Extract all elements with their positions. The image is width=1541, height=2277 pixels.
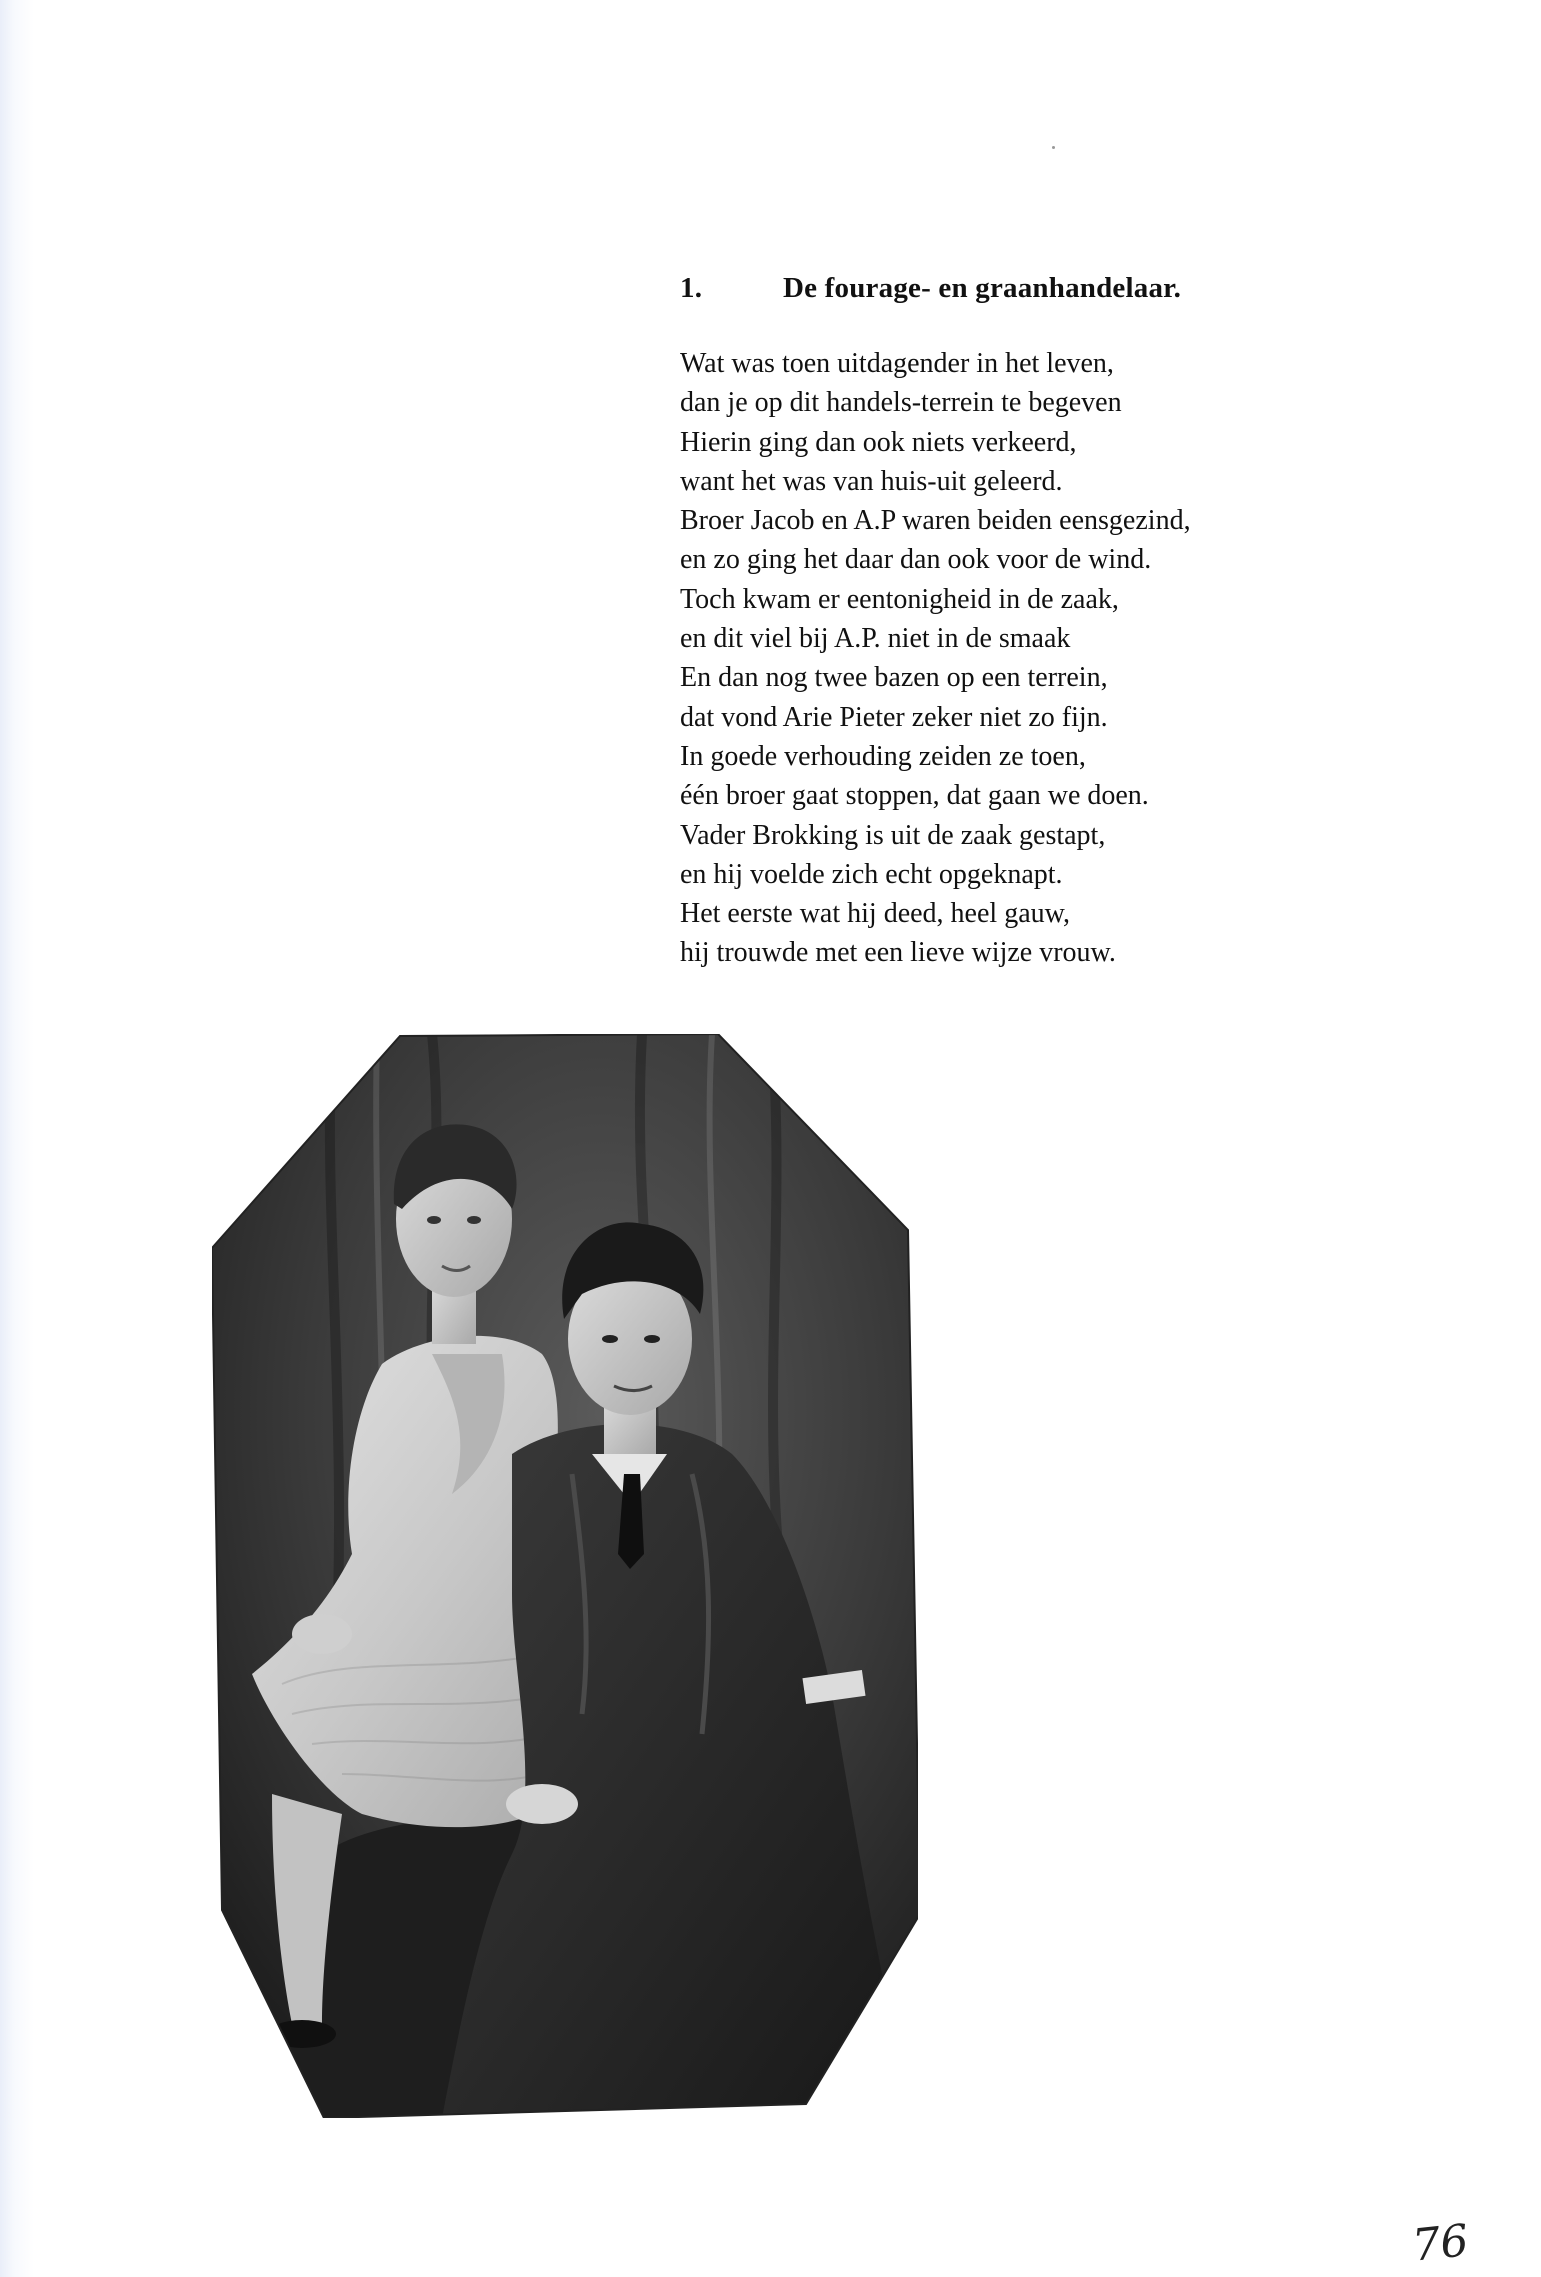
page-number: 76 [1409,2215,1471,2272]
poem-line: dat vond Arie Pieter zeker niet zo fijn. [680,701,1108,733]
poem-line: Toch kwam er eentonigheid in de zaak, [680,583,1119,615]
poem-line: hij trouwde met een lieve wijze vrouw. [680,937,1116,969]
section-title: De fourage- en graanhandelaar. [783,272,1182,304]
scan-speck [1052,146,1055,149]
poem-line: En dan nog twee bazen op een terrein, [680,662,1108,694]
couple-photograph [212,1034,918,2118]
poem-line: Wat was toen uitdagender in het leven, [680,348,1114,379]
poem-line: Hierin ging dan ook niets verkeerd, [680,426,1077,458]
poem [680,344,1380,973]
poem-line: Vader Brokking is uit de zaak gestapt, [680,819,1106,851]
poem-line: Het eerste wat hij deed, heel gauw, [680,898,1071,930]
section-number: 1. [680,272,703,304]
poem-line: want het was van huis-uit geleerd. [680,465,1063,497]
section-heading [680,268,1181,308]
poem-line: en hij voelde zich echt opgeknapt. [680,858,1063,890]
poem-line: Broer Jacob en A.P waren beiden eensgezind, [680,505,1191,537]
poem-line: één broer gaat stoppen, dat gaan we doen. [680,780,1149,812]
poem-line: dan je op dit handels-terrein te begeven [680,387,1122,419]
poem-line: en dit viel bij A.P. niet in de smaak [680,623,1071,655]
photograph-image [212,1034,918,2118]
poem-line: en zo ging het daar dan ook voor de wind. [680,544,1152,576]
poem-line: In goede verhouding zeiden ze toen, [680,740,1086,772]
